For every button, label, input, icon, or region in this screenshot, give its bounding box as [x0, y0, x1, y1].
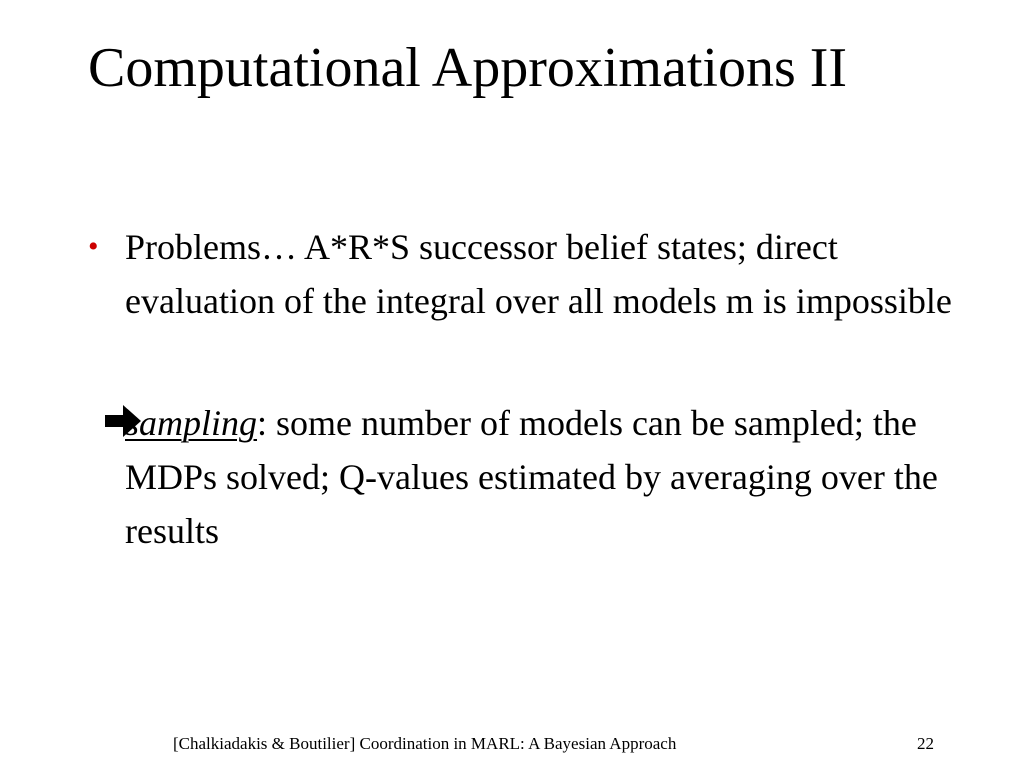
bullet-text-problems: Problems… A*R*S successor belief states; direct evaluation of the integral over all models m is impossible — [125, 227, 952, 321]
sampling-point — [125, 396, 975, 558]
slide-footer — [0, 731, 1024, 757]
bullet-marker: • — [88, 230, 99, 263]
slide-title: Computational Approximations II — [88, 37, 848, 99]
footer-citation: [Chalkiadakis & Boutilier] Coordination in MARL: A Bayesian Approach — [173, 734, 677, 753]
page-number: 22 — [917, 734, 934, 753]
sampling-term: sampling — [125, 403, 258, 443]
sampling-description: : some number of models can be sampled; the MDPs solved; Q-values estimated by averaging over the results — [125, 403, 938, 551]
